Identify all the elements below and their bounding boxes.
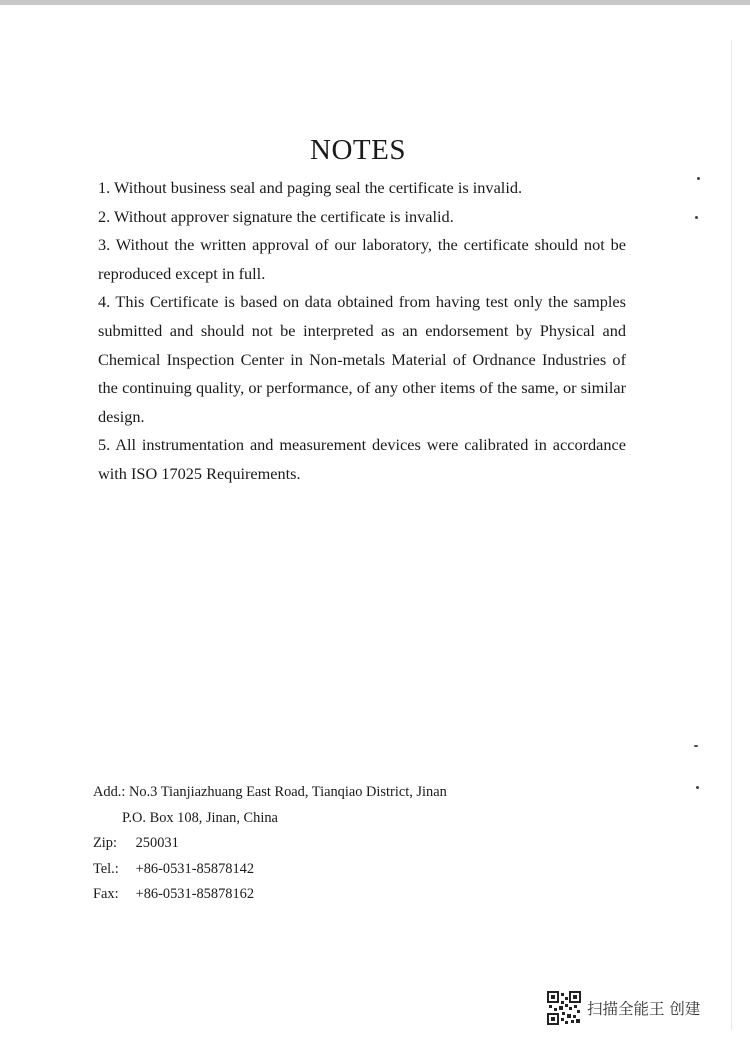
note-item: 4. This Certificate is based on data obtained from having test only the samples submitted and should not be interpreted as an endorsement by Physical and Chemical Inspection Center in Non-metals Material of Ordnance Industries of the continuing quality, or performance, of any other items of the same, or similar design.: [98, 292, 626, 426]
note-item: 1. Without business seal and paging seal the certificate is invalid.: [98, 178, 523, 197]
tel-label: Tel.:: [93, 860, 119, 877]
zip-value: 250031: [135, 835, 179, 851]
scan-right-edge: [731, 40, 732, 1030]
address-row: [93, 780, 447, 806]
scanner-app-label: 扫描全能王 创建: [587, 1000, 701, 1018]
fax-value: +86-0531-85878162: [135, 886, 255, 902]
address-label: Add.:: [93, 784, 126, 800]
page-title: NOTES: [310, 134, 406, 166]
tel-value: +86-0531-85878142: [135, 860, 255, 877]
address-line-1: No.3 Tianjiazhuang East Road, Tianqiao District, Jinan: [129, 784, 447, 800]
note-item: 2. Without approver signature the certificate is invalid.: [98, 206, 454, 226]
scanner-watermark: [547, 991, 700, 1025]
scan-speck: [696, 786, 699, 789]
scan-speck: [694, 745, 698, 747]
notes-list: [98, 174, 626, 489]
tel-row: [93, 857, 447, 883]
fax-row: [93, 882, 447, 908]
address-line-2: P.O. Box 108, Jinan, China: [122, 809, 278, 826]
qr-code-icon: [547, 991, 581, 1025]
zip-row: [93, 831, 447, 857]
note-item: 5. All instrumentation and measurement devices were calibrated in accordance with ISO 17025 Requirements.: [98, 435, 626, 483]
scan-speck: [697, 177, 700, 180]
zip-label: Zip:: [93, 835, 117, 851]
scan-speck: [695, 216, 698, 219]
note-item: 3. Without the written approval of our laboratory, the certificate should not be reproduced except in full.: [98, 235, 626, 283]
address-block: [93, 780, 447, 908]
fax-label: Fax:: [93, 886, 119, 902]
scan-top-edge: [0, 0, 750, 5]
